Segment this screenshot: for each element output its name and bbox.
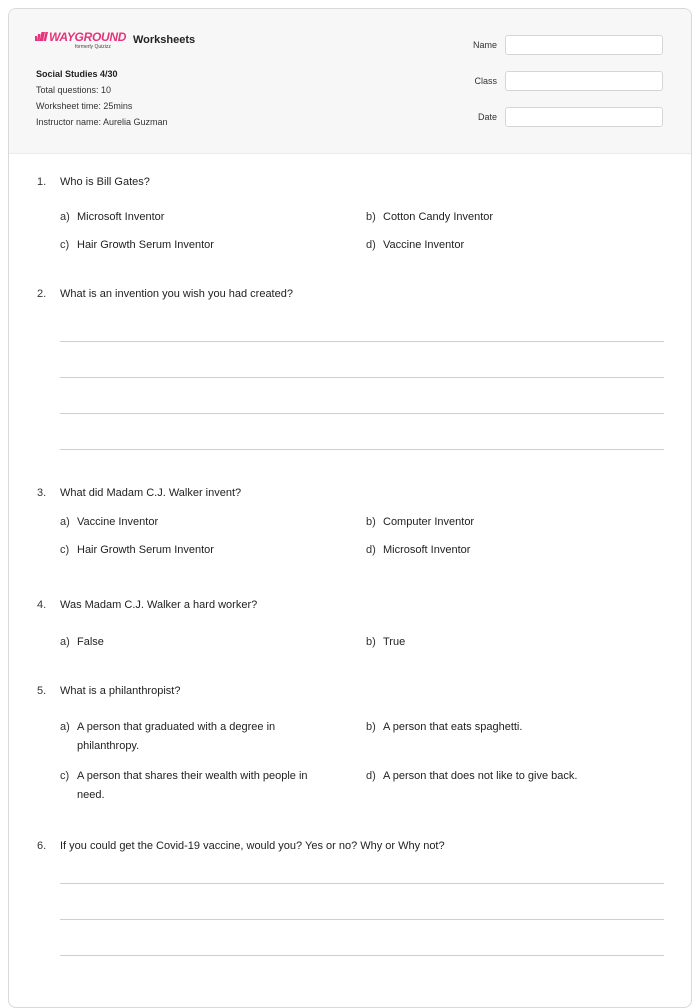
option-b[interactable] (366, 208, 656, 227)
option-c[interactable] (60, 767, 335, 805)
question-text: What is a philanthropist? (60, 685, 181, 697)
option-c[interactable] (60, 236, 340, 255)
answer-line[interactable] (60, 919, 664, 920)
option-text: Microsoft Inventor (77, 211, 165, 223)
answer-line[interactable] (60, 377, 664, 378)
option-letter: c) (60, 770, 70, 782)
option-a[interactable] (60, 513, 340, 532)
name-label: Name (472, 40, 497, 50)
option-b[interactable] (366, 513, 656, 532)
total-questions: Total questions: 10 (36, 85, 112, 95)
worksheet-time: Worksheet time: 25mins (36, 101, 133, 111)
question-number: 2. (37, 288, 47, 300)
option-text: Hair Growth Serum Inventor (77, 544, 214, 556)
option-letter: a) (60, 636, 70, 648)
option-letter: b) (366, 516, 376, 528)
option-letter: b) (366, 636, 376, 648)
worksheet-meta (36, 66, 168, 130)
option-a[interactable] (60, 208, 340, 227)
option-text: Hair Growth Serum Inventor (77, 239, 214, 251)
name-field-row (473, 34, 663, 56)
option-text: Vaccine Inventor (383, 239, 465, 251)
date-field-row (473, 106, 663, 128)
brand-name: WAYGROUND (49, 30, 127, 44)
option-text: Vaccine Inventor (77, 516, 159, 528)
class-input[interactable] (505, 71, 663, 91)
question-text: What did Madam C.J. Walker invent? (60, 487, 242, 499)
option-letter: d) (366, 239, 376, 251)
date-label: Date (477, 112, 497, 122)
option-d[interactable] (366, 541, 656, 560)
question-number: 4. (37, 599, 47, 611)
brand-subtitle: formerly Quizizz (75, 44, 111, 50)
question-number: 6. (37, 840, 47, 852)
worksheet-title: Social Studies 4/30 (36, 69, 118, 79)
answer-line[interactable] (60, 449, 664, 450)
option-text: A person that does not like to give back. (383, 770, 578, 782)
class-label: Class (474, 76, 497, 86)
option-text: True (383, 636, 406, 648)
option-b[interactable] (366, 633, 656, 652)
option-text: A person that shares their wealth with people in need. (77, 770, 308, 801)
option-letter: d) (366, 544, 376, 556)
option-text: A person that graduated with a degree in philanthropy. (77, 721, 276, 752)
student-info-fields (473, 34, 663, 142)
option-c[interactable] (60, 541, 340, 560)
option-a[interactable] (60, 633, 340, 652)
question-text: Who is Bill Gates? (60, 176, 150, 188)
question-number: 5. (37, 685, 47, 697)
option-letter: a) (60, 516, 70, 528)
option-text: Microsoft Inventor (383, 544, 471, 556)
name-input[interactable] (505, 35, 663, 55)
app-title: Worksheets (133, 34, 196, 46)
question-text: If you could get the Covid-19 vaccine, would you? Yes or no? Why or Why not? (60, 840, 445, 852)
date-input[interactable] (505, 107, 663, 127)
option-d[interactable] (366, 236, 656, 255)
answer-line[interactable] (60, 955, 664, 956)
option-text: Cotton Candy Inventor (383, 211, 494, 223)
question-text: What is an invention you wish you had created? (60, 288, 293, 300)
worksheet-card (8, 8, 692, 1008)
answer-line[interactable] (60, 341, 664, 342)
option-letter: c) (60, 239, 70, 251)
question-number: 1. (37, 176, 47, 188)
option-letter: b) (366, 211, 376, 223)
question-number: 3. (37, 487, 47, 499)
option-d[interactable] (366, 767, 656, 786)
worksheet-header (9, 9, 691, 154)
answer-line[interactable] (60, 413, 664, 414)
instructor-name: Instructor name: Aurelia Guzman (36, 117, 168, 127)
brand-logo (35, 30, 127, 54)
option-letter: a) (60, 211, 70, 223)
option-text: A person that eats spaghetti. (383, 721, 523, 733)
option-text: Computer Inventor (383, 516, 475, 528)
class-field-row (473, 70, 663, 92)
option-letter: b) (366, 721, 376, 733)
answer-line[interactable] (60, 883, 664, 884)
option-letter: d) (366, 770, 376, 782)
option-letter: a) (60, 721, 70, 733)
option-text: False (77, 636, 104, 648)
question-text: Was Madam C.J. Walker a hard worker? (60, 599, 258, 611)
option-b[interactable] (366, 718, 656, 737)
option-letter: c) (60, 544, 70, 556)
option-a[interactable] (60, 718, 335, 756)
wayground-logo-icon (35, 32, 48, 41)
